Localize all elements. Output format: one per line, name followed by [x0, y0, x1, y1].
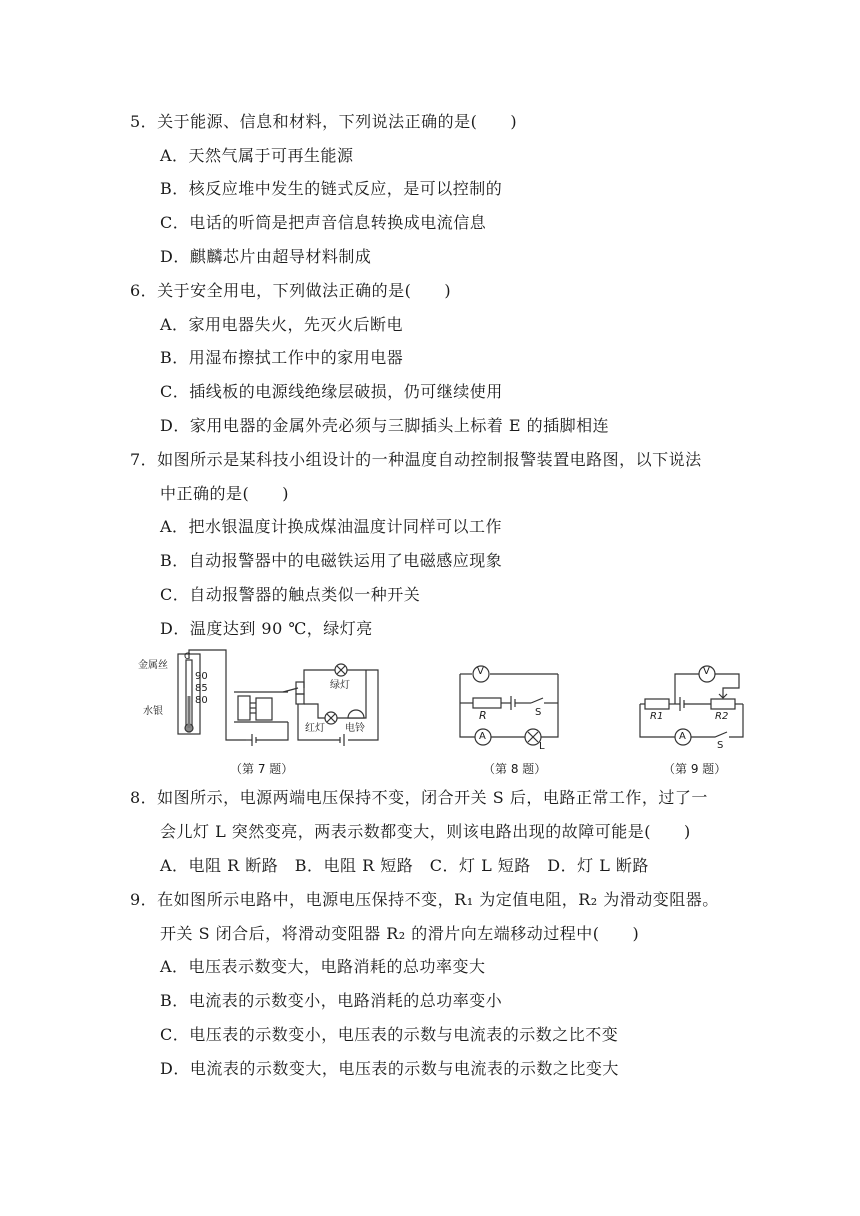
question-6-option-b: B．用湿布擦拭工作中的家用电器: [160, 348, 404, 367]
fig7-label-mercury: 水银: [143, 706, 163, 717]
question-6-option-a: A．家用电器失火，先灭火后断电: [160, 315, 404, 334]
fig7-caption: （第 7 题）: [230, 762, 294, 776]
fig7-scale-90: 90: [195, 671, 208, 682]
fig9-voltmeter-label: V: [703, 666, 710, 677]
figure-9-circuit: [635, 660, 750, 750]
question-7-option-b: B．自动报警器中的电磁铁运用了电磁感应现象: [160, 551, 503, 570]
question-6-option-c: C．插线板的电源线绝缘层破损，仍可继续使用: [160, 382, 503, 401]
fig9-caption: （第 9 题）: [663, 762, 727, 776]
question-5-option-d: D．麒麟芯片由超导材料制成: [160, 247, 372, 266]
fig7-label-red-lamp: 红灯: [305, 723, 325, 734]
fig7-scale-85: 85: [195, 683, 208, 694]
question-9-option-d: D．电流表的示数变大，电压表的示数与电流表的示数之比变大: [160, 1059, 619, 1078]
question-7-option-c: C．自动报警器的触点类似一种开关: [160, 585, 421, 604]
fig7-label-wire: 金属丝: [138, 660, 168, 671]
question-7-stem: 7．如图所示是某科技小组设计的一种温度自动控制报警装置电路图，以下说法: [130, 450, 702, 469]
fig9-ammeter-label: A: [679, 731, 686, 742]
question-5-option-a: A．天然气属于可再生能源: [160, 146, 354, 165]
fig8-voltmeter-label: V: [477, 666, 484, 677]
fig8-resistor-label: R: [479, 709, 487, 722]
fig8-caption: （第 8 题）: [483, 762, 547, 776]
fig7-label-green-lamp: 绿灯: [330, 680, 350, 691]
question-6-stem: 6．关于安全用电，下列做法正确的是( ): [130, 281, 452, 300]
fig7-scale-80: 80: [195, 695, 208, 706]
fig7-label-bell: 电铃: [345, 723, 365, 734]
question-9-option-b: B．电流表的示数变小，电路消耗的总功率变小: [160, 991, 503, 1010]
fig8-switch-label: S: [535, 707, 542, 718]
question-9-stem-cont: 开关 S 闭合后，将滑动变阻器 R₂ 的滑片向左端移动过程中( ): [160, 924, 640, 943]
fig8-lamp-label: L: [539, 741, 545, 752]
fig7-scale-unit: C: [184, 652, 191, 662]
question-8-stem-cont: 会儿灯 L 突然变亮，两表示数都变大，则该电路出现的故障可能是( ): [160, 822, 691, 841]
question-9-option-a: A．电压表示数变大，电路消耗的总功率变大: [160, 957, 486, 976]
figure-8-circuit: [455, 660, 565, 750]
question-9-stem: 9．在如图所示电路中，电源电压保持不变，R₁ 为定值电阻，R₂ 为滑动变阻器。: [130, 890, 719, 909]
fig9-switch-label: S: [717, 740, 724, 751]
fig9-r2-label: R2: [715, 711, 729, 722]
question-9-option-c: C．电压表的示数变小，电压表的示数与电流表的示数之比不变: [160, 1025, 619, 1044]
question-7-option-a: A．把水银温度计换成煤油温度计同样可以工作: [160, 517, 503, 536]
question-5-option-c: C．电话的听筒是把声音信息转换成电流信息: [160, 213, 487, 232]
question-5-option-b: B．核反应堆中发生的链式反应，是可以控制的: [160, 179, 503, 198]
question-7-stem-cont: 中正确的是( ): [160, 484, 289, 503]
question-6-option-d: D．家用电器的金属外壳必须与三脚插头上标着 E 的插脚相连: [160, 416, 610, 435]
question-5-stem: 5．关于能源、信息和材料，下列说法正确的是( ): [130, 112, 518, 131]
question-7-option-d: D．温度达到 90 ℃，绿灯亮: [160, 619, 373, 638]
fig8-ammeter-label: A: [479, 731, 486, 742]
question-8-options: A．电阻 R 断路 B．电阻 R 短路 C．灯 L 短路 D．灯 L 断路: [160, 856, 649, 875]
fig9-r1-label: R1: [650, 711, 664, 722]
question-8-stem: 8．如图所示，电源两端电压保持不变，闭合开关 S 后，电路正常工作，过了一: [130, 788, 708, 807]
